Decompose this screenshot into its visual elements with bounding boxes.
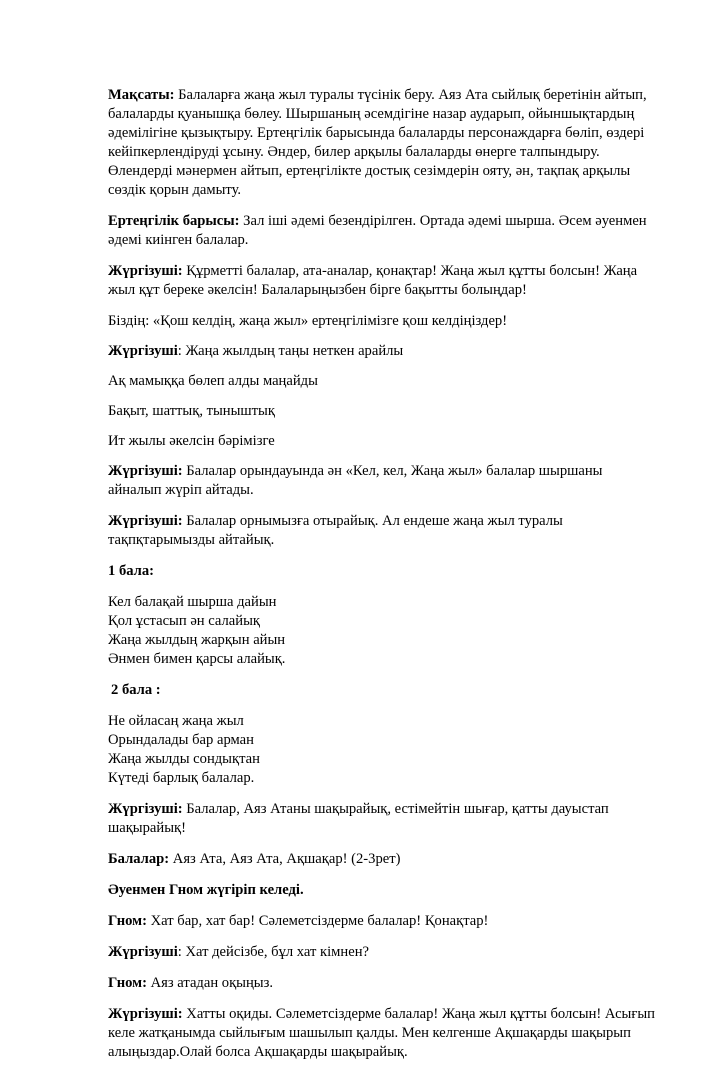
verse-line [108,432,656,451]
children-call-text: Аяз Ата, Аяз Ата, Ақшақар! (2-3рет) [169,851,401,867]
host-call-text: Балалар, Аяз Атаны шақырайық, естімейтін шығар, қатты дауыстап шақырайық! [108,801,609,836]
host-greeting-text: Құрметті балалар, ата-аналар, қонақтар! Жаңа жыл құтты болсын! Жаңа жыл құт береке әкелсін! Балаларыңызбен бірге бақытты болыңдар! [108,263,638,298]
gnome-label: Гном: [108,913,147,929]
welcome-paragraph [108,312,656,331]
verse-line-text: Ақ мамыққа бөлеп алды маңайды [108,373,318,389]
gnome-text: Хат бар, хат бар! Сәлеметсіздерме балалар! Қонақтар! [146,913,489,929]
host-song-text: Балалар орындауында ән «Кел, кел, Жаңа жыл» балалар шыршаны айналып жүріп айтады. [108,463,603,498]
poem-line: Қол ұстасып ән салайық [108,613,260,629]
verse-line-text: Ит жылы әкелсін бәрімізге [108,433,275,449]
host-label: Жүргізуші: [108,801,183,817]
host-seat-text: Балалар орнымызға отырайық. Ал ендеше жаңа жыл туралы тақпқтарымызды айтайық. [108,513,563,548]
host-verse-text: : Жаңа жылдың таңы неткен арайлы [177,343,404,359]
host-seat-paragraph [108,512,656,550]
host-label: Жүргізуші: [108,463,183,479]
host-label: Жүргізуші: [108,1006,183,1022]
stage-direction: Әуенмен Гном жүгіріп келеді. [108,882,304,898]
host-greeting-paragraph [108,262,656,300]
progress-paragraph [108,212,656,250]
gnome-answer-text: Аяз атадан оқыңыз. [146,975,273,991]
poem-line: Орындалады бар арман [108,732,254,748]
progress-label: Ертеңгілік барысы: [108,213,240,229]
gnome-paragraph [108,912,656,931]
progress-text: Зал іші әдемі безендірілген. Ортада әдемі шырша. Әсем әуенмен әдемі киінген балалар. [108,213,647,248]
host-label: Жүргізуші [108,944,178,960]
child-2-poem [108,712,656,788]
document-page [108,86,656,1074]
poem-line: Жаңа жылдың жарқын айын [108,632,286,648]
host-label: Жүргізуші: [108,263,183,279]
child-1-heading: 1 бала: [108,563,155,579]
children-label: Балалар: [108,851,170,867]
goal-paragraph [108,86,656,200]
gnome-answer-paragraph [108,974,656,993]
child-1-poem [108,593,656,669]
verse-line-text: Бақыт, шаттық, тыныштық [108,403,275,419]
verse-line [108,402,656,421]
goal-label: Мақсаты: [108,87,175,103]
poem-line: Жаңа жылды сондықтан [108,751,260,767]
child-2-heading: 2 бала : [111,682,161,698]
host-verse-paragraph [108,342,656,361]
poem-line: Әнмен бимен қарсы алайық. [108,651,286,667]
poem-line: Кел балақай шырша дайын [108,594,277,610]
goal-text: Балаларға жаңа жыл туралы түсінік беру. Аяз Ата сыйлық беретінін айтып, балаларды қуанышқа бөлеу. Шыршаның әсемдігіне назар аударып, ойыншықтардың әдемілігіне қызықтыру. Ертеңгілік барысында балаларды персонаждарға бөліп, өздері кейіпкерлендіруді ұсыну. Әндер, билер арқылы балаларды өнерге талпындыру. Өлендерді мәнермен айтып, ертеңгілікте достық сезімдерін ояту, ән, тақпақ арқылы сөздік қорын дамыту. [108,87,647,198]
verse-line [108,372,656,391]
host-label: Жүргізуші [108,343,178,359]
gnome-label: Гном: [108,975,147,991]
host-label: Жүргізуші: [108,513,183,529]
host-letter-text: Хатты оқиды. Сәлеметсіздерме балалар! Жаңа жыл құтты болсын! Асығып келе жатқанымда сыйлығым шашылып қалды. Мен келгенше Ақшақарды шақырып алыңыздар.Олай болса Ақшақарды шақырайық. [108,1006,655,1060]
children-call-paragraph [108,850,656,869]
host-question-text: : Хат дейсізбе, бұл хат кімнен? [177,944,369,960]
welcome-text: Біздің: «Қош келдің, жаңа жыл» ертеңгілімізге қош келдіңіздер! [108,313,508,329]
host-question-paragraph [108,943,656,962]
poem-line: Не ойласаң жаңа жыл [108,713,244,729]
host-letter-paragraph [108,1005,656,1062]
host-song-paragraph [108,462,656,500]
poem-line: Күтеді барлық балалар. [108,770,255,786]
host-call-paragraph [108,800,656,838]
